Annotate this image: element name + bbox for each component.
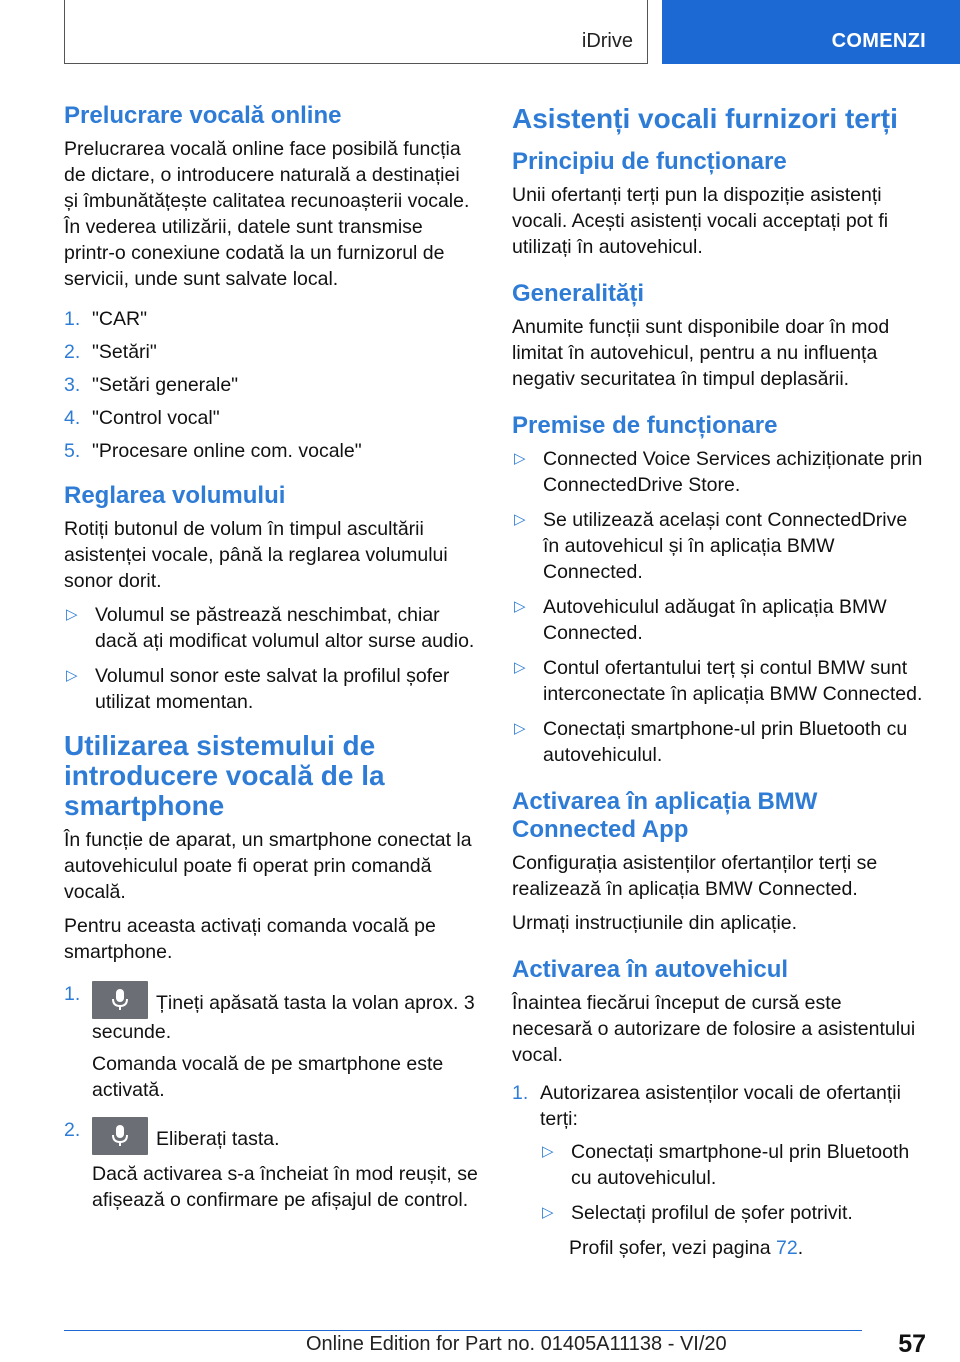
heading-volum: Reglarea volumului bbox=[64, 482, 286, 509]
bullet-item bbox=[512, 446, 926, 498]
text-smartphone-1: În funcție de aparat, un smartphone conectat la autovehiculul poate fi operat prin comandă vocală. bbox=[64, 829, 472, 903]
smartphone-step-2-note: Dacă activarea s-a încheiat în mod reușit, se afișează o confirmare pe afișajul de control. bbox=[92, 1163, 478, 1211]
footer-divider bbox=[64, 1330, 862, 1331]
bullet-text: Contul ofertantului terț și contul BMW sunt interconectate în aplicația BMW Connected. bbox=[543, 657, 923, 705]
bullet-text: Conectați smartphone-ul prin Bluetooth cu autovehiculul. bbox=[543, 718, 908, 766]
header-section-box bbox=[64, 0, 648, 64]
text-generalitati: Anumite funcții sunt disponibile doar în mod limitat în autovehicul, pentru a nu influența negativ securitatea în timpul deplasării. bbox=[512, 316, 890, 390]
step-number: 5. bbox=[64, 440, 81, 462]
text-smartphone-2: Pentru aceasta activați comanda vocală pe smartphone. bbox=[64, 915, 436, 963]
microphone-icon bbox=[92, 1117, 148, 1155]
bullet-text: Volumul se păstrează neschimbat, chiar dacă ați modificat volumul altor surse audio. bbox=[95, 604, 475, 652]
heading-smartphone: Utilizarea sistemului de introducere vocală de la smartphone bbox=[64, 730, 385, 821]
bullet-item bbox=[512, 716, 926, 768]
profile-note-text: Profil șofer, vezi pagina bbox=[569, 1237, 777, 1259]
step-number: 4. bbox=[64, 407, 81, 429]
bullet-item bbox=[64, 602, 478, 654]
step-number: 2. bbox=[64, 1119, 81, 1141]
bullet-icon: ▷ bbox=[514, 598, 526, 615]
step-text: "Procesare online com. vocale" bbox=[92, 440, 362, 462]
smartphone-step-1-note: Comanda vocală de pe smartphone este activată. bbox=[92, 1053, 444, 1101]
right-column bbox=[512, 100, 926, 1261]
bullet-text: Conectați smartphone-ul prin Bluetooth cu autovehiculul. bbox=[571, 1141, 910, 1189]
text-activare-app-1: Configurația asistenților ofertanților terți se realizează în aplicația BMW Connected. bbox=[512, 852, 878, 900]
left-column bbox=[64, 100, 478, 1220]
header-chapter-tab bbox=[662, 0, 960, 64]
bullet-text: Selectați profilul de șofer potrivit. bbox=[571, 1202, 853, 1224]
heading-premise: Premise de funcționare bbox=[512, 412, 778, 439]
sub-bullet-item bbox=[540, 1139, 926, 1191]
step-number: 1. bbox=[64, 308, 81, 330]
microphone-icon bbox=[92, 981, 148, 1019]
bullet-text: Connected Voice Services achiziționate prin ConnectedDrive Store. bbox=[543, 448, 923, 496]
step-text: "Control vocal" bbox=[92, 407, 220, 429]
bullet-icon: ▷ bbox=[542, 1204, 554, 1221]
bullet-icon: ▷ bbox=[514, 511, 526, 528]
header-chapter-label: COMENZI bbox=[831, 30, 926, 52]
profile-note-suffix: . bbox=[797, 1237, 804, 1259]
step-item bbox=[64, 339, 478, 365]
heading-principiu: Principiu de funcționare bbox=[512, 148, 787, 175]
step-text: "Setări generale" bbox=[92, 374, 239, 396]
page-number: 57 bbox=[898, 1330, 926, 1358]
step-item bbox=[64, 372, 478, 398]
step-number: 2. bbox=[64, 341, 81, 363]
bullet-item bbox=[64, 663, 478, 715]
bullet-item bbox=[512, 507, 926, 585]
bullet-text: Autovehiculul adăugat în aplicația BMW Connected. bbox=[543, 596, 887, 644]
bullet-item bbox=[512, 594, 926, 646]
profile-note bbox=[569, 1235, 926, 1261]
heading-generalitati: Generalități bbox=[512, 280, 645, 307]
step-text: "Setări" bbox=[92, 341, 157, 363]
step-item bbox=[64, 405, 478, 431]
header-section-label: iDrive bbox=[581, 30, 633, 52]
step-item bbox=[64, 438, 478, 464]
step-number: 1. bbox=[512, 1082, 529, 1104]
page-link[interactable]: 72 bbox=[776, 1237, 798, 1259]
bullet-icon: ▷ bbox=[514, 659, 526, 676]
bullet-icon: ▷ bbox=[66, 667, 78, 684]
heading-asistenti: Asistenți vocali furnizori terți bbox=[512, 103, 898, 134]
auto-step-1 bbox=[512, 1080, 926, 1132]
smartphone-step-1 bbox=[64, 981, 478, 1103]
footer-edition: Online Edition for Part no. 01405A11138 - VI/20 bbox=[306, 1333, 727, 1355]
step-number: 1. bbox=[64, 983, 81, 1005]
heading-activare-app: Activarea în aplicația BMW Connected App bbox=[512, 788, 818, 843]
smartphone-step-1-text: Țineți apăsată tasta la volan aprox. 3 secunde. bbox=[92, 992, 475, 1043]
text-activare-auto: Înaintea fiecărui început de cursă este necesară o autorizare de folosire a asistentului vocal. bbox=[512, 992, 916, 1066]
bullet-icon: ▷ bbox=[514, 450, 526, 467]
text-activare-app-2: Urmați instrucțiunile din aplicație. bbox=[512, 912, 798, 934]
bullet-icon: ▷ bbox=[66, 606, 78, 623]
smartphone-step-2 bbox=[64, 1117, 478, 1213]
heading-activare-auto: Activarea în autovehicul bbox=[512, 956, 789, 983]
bullet-icon: ▷ bbox=[542, 1143, 554, 1160]
bullet-item bbox=[512, 655, 926, 707]
steps-list bbox=[64, 306, 478, 464]
text-prelucrare: Prelucrarea vocală online face posibilă funcția de dictare, o introducere naturală a destinației și îmbunătățește calitatea recunoașterii vocale. În vederea utilizării, datele sunt transmise printr-o conexiune codată la un furnizorul de servicii, unde sunt salvate local. bbox=[64, 138, 470, 290]
bullet-text: Volumul sonor este salvat la profilul șofer utilizat momentan. bbox=[95, 665, 450, 713]
bullet-text: Se utilizează același cont ConnectedDrive în autovehicul și în aplicația BMW Connected. bbox=[543, 509, 908, 583]
text-principiu: Unii ofertanți terți pun la dispoziție asistenți vocali. Acești asistenți vocali acceptați pot fi utilizați în autovehicul. bbox=[512, 184, 889, 258]
bullet-icon: ▷ bbox=[514, 720, 526, 737]
step-item bbox=[64, 306, 478, 332]
step-text: "CAR" bbox=[92, 308, 148, 330]
auto-step-1-text: Autorizarea asistenților vocali de ofertanții terți: bbox=[540, 1082, 901, 1130]
text-volum: Rotiți butonul de volum în timpul ascultării asistenței vocale, până la reglarea volumului sonor dorit. bbox=[64, 518, 448, 592]
sub-bullet-item bbox=[540, 1200, 926, 1226]
heading-prelucrare: Prelucrare vocală online bbox=[64, 102, 342, 129]
step-number: 3. bbox=[64, 374, 81, 396]
smartphone-step-2-text: Eliberați tasta. bbox=[156, 1128, 280, 1150]
